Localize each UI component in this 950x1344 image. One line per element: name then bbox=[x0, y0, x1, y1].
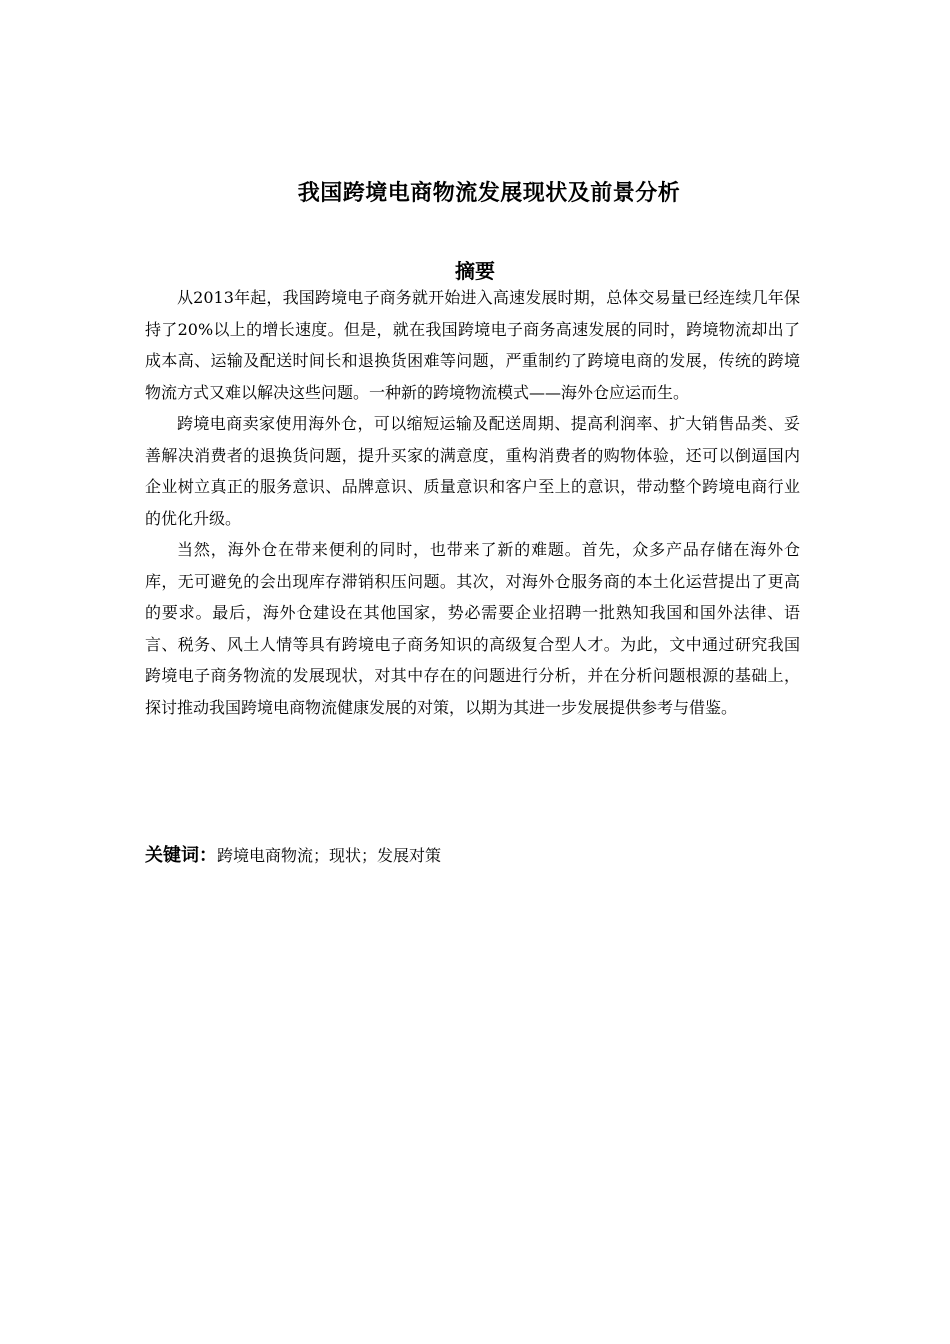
abstract-body bbox=[145, 282, 800, 723]
abstract-heading: 摘要 bbox=[455, 259, 495, 283]
abstract-paragraph-3: 当然，海外仓在带来便利的同时，也带来了新的难题。首先，众多产品存储在海外仓库，无可避免的会出现库存滞销积压问题。其次，对海外仓服务商的本土化运营提出了更高的要求。最后，海外仓建设在其他国家，势必需要企业招聘一批熟知我国和国外法律、语言、税务、风土人情等具有跨境电子商务知识的高级复合型人才。为此，文中通过研究我国跨境电子商务物流的发展现状，对其中存在的问题进行分析，并在分析问题根源的基础上，探讨推动我国跨境电商物流健康发展的对策，以期为其进一步发展提供参考与借鉴。 bbox=[145, 540, 800, 717]
keywords-value: 跨境电商物流；现状；发展对策 bbox=[217, 846, 442, 865]
document-title: 我国跨境电商物流发展现状及前景分析 bbox=[297, 181, 681, 206]
abstract-paragraph-1: 从2013年起，我国跨境电子商务就开始进入高速发展时期，总体交易量已经连续几年保持了20%以上的增长速度。但是，就在我国跨境电子商务高速发展的同时，跨境物流却出了成本高、运输及配送时间长和退换货困难等问题，严重制约了跨境电商的发展，传统的跨境物流方式又难以解决这些问题。一种新的跨境物流模式——海外仓应运而生。 bbox=[145, 288, 800, 402]
keywords-line bbox=[145, 842, 800, 870]
abstract-paragraph-2: 跨境电商卖家使用海外仓，可以缩短运输及配送周期、提高利润率、扩大销售品类、妥善解决消费者的退换货问题，提升买家的满意度，重构消费者的购物体验，还可以倒逼国内企业树立真正的服务意识、品牌意识、质量意识和客户至上的意识，带动整个跨境电商行业的优化升级。 bbox=[145, 414, 800, 528]
keywords-label: 关键词： bbox=[145, 845, 217, 866]
